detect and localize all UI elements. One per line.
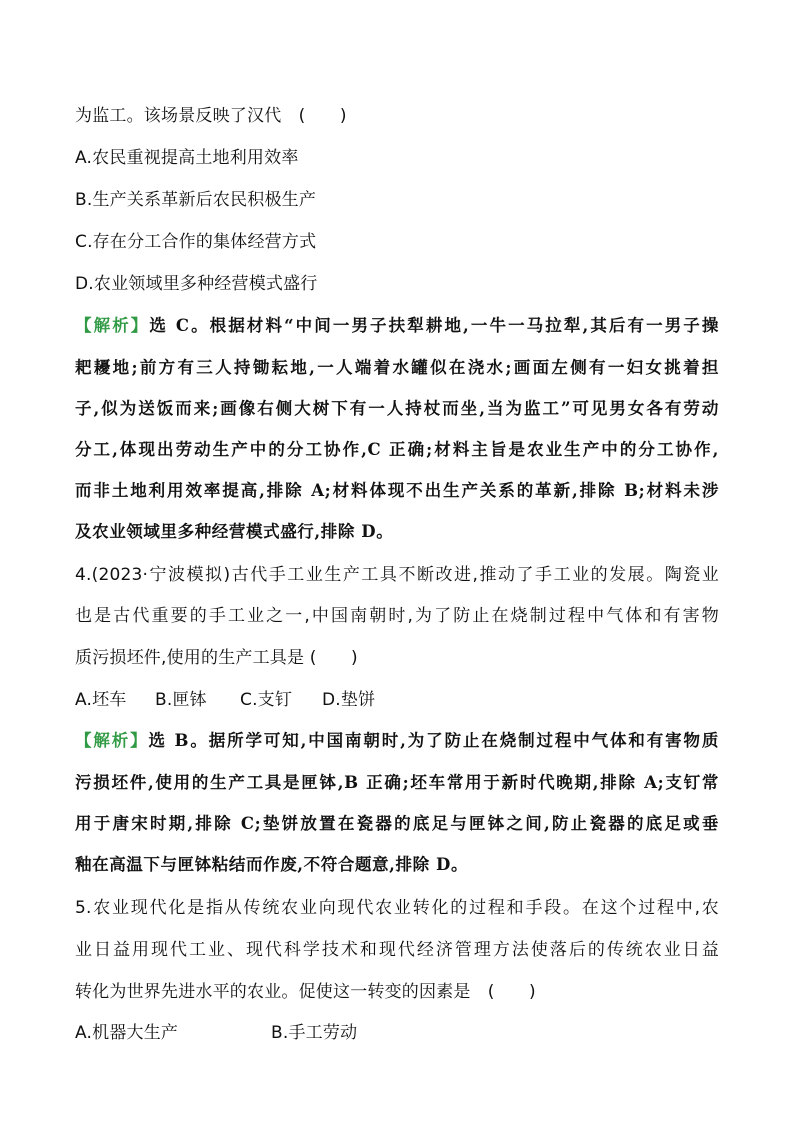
q3-analysis-line: 子,似为送饭而来;画像右侧大树下有一人持杖而坐,当为监工”可见男女各有劳动	[75, 399, 719, 418]
q5-stem-line: 5.农业现代化是指从传统农业向现代农业转化的过程和手段。在这个过程中,农	[75, 898, 719, 918]
q3-analysis-line: 而非土地利用效率提高,排除 A;材料体现不出生产关系的革新,排除 B;材料未涉	[75, 481, 719, 500]
q3-analysis-line: 及农业领域里多种经营模式盛行,排除 D。	[75, 522, 394, 541]
q5-option-b: B.手工劳动	[271, 1023, 358, 1043]
q3-stem-tail: 为监工。该场景反映了汉代 ( )	[75, 106, 347, 126]
q4-option-c: C.支钉	[240, 690, 293, 710]
q3-option-a: A.农民重视提高土地利用效率	[75, 148, 299, 168]
q3-option-d: D.农业领域里多种经营模式盛行	[75, 274, 318, 294]
q4-stem-line: 也是古代重要的手工业之一,中国南朝时,为了防止在烧制过程中气体和有害物	[75, 606, 719, 626]
q4-stem-line: 4.(2023·宁波模拟)古代手工业生产工具不断改进,推动了手工业的发展。陶瓷业	[75, 565, 719, 585]
q4-option-d: D.垫饼	[322, 690, 376, 710]
q3-analysis-line	[75, 314, 719, 338]
q3-analysis-tag: 【解析】	[75, 316, 150, 335]
q4-analysis-line: 釉在高温下与匣钵粘结而作废,不符合题意,排除 D。	[75, 855, 469, 874]
q3-analysis-line: 分工,体现出劳动生产中的分工协作,C 正确;材料主旨是农业生产中的分工协作,	[75, 440, 719, 459]
q5-options	[75, 1021, 357, 1045]
q3-option-c: C.存在分工合作的集体经营方式	[75, 232, 317, 252]
q5-option-a: A.机器大生产	[75, 1023, 179, 1043]
q4-stem-line: 质污损坯件,使用的生产工具是 ( )	[75, 648, 358, 668]
q3-option-b: B.生产关系革新后农民积极生产	[75, 190, 317, 210]
q4-analysis-line: 用于唐宋时期,排除 C;垫饼放置在瓷器的底足与匣钵之间,防止瓷器的底足或垂	[75, 814, 719, 833]
q4-analysis-line	[75, 729, 719, 753]
q3-analysis-line: 耙耰地;前方有三人持锄耘地,一人端着水罐似在浇水;画面左侧有一妇女挑着担	[75, 358, 719, 377]
q4-option-b: B.匣钵	[155, 690, 207, 710]
q5-stem-line: 业日益用现代工业、现代科学技术和现代经济管理方法使落后的传统农业日益	[75, 940, 719, 960]
q4-analysis-text: 选 B。据所学可知,中国南朝时,为了防止在烧制过程中气体和有害物质	[148, 731, 719, 750]
q4-analysis-tag: 【解析】	[75, 731, 149, 750]
q4-options	[75, 688, 375, 712]
q3-analysis-text: 选 C。根据材料“中间一男子扶犁耕地,一牛一马拉犁,其后有一男子操	[149, 316, 720, 335]
q4-analysis-line: 污损坯件,使用的生产工具是匣钵,B 正确;坯车常用于新时代晚期,排除 A;支钉常	[75, 773, 719, 792]
q4-option-a: A.坯车	[75, 690, 127, 710]
q5-stem-line: 转化为世界先进水平的农业。促使这一转变的因素是 ( )	[75, 982, 536, 1002]
